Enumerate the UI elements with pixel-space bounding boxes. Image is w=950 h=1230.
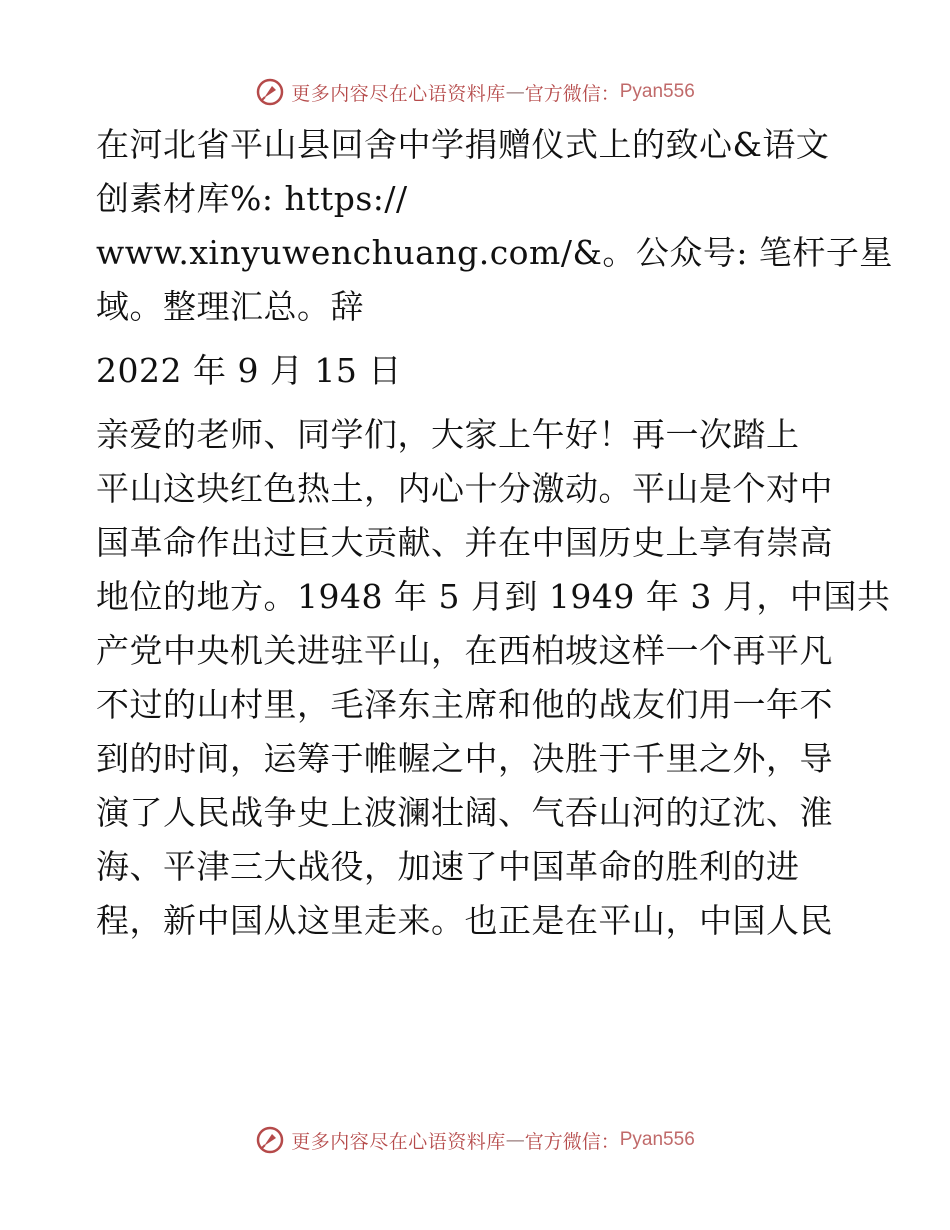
body-line: 演了人民战争史上波澜壮阔、气吞山河的辽沈、淮	[96, 793, 833, 832]
body-line: 平山这块红色热土，内心十分激动。平山是个对中	[96, 469, 833, 508]
document-content	[96, 118, 893, 948]
banner-separator: —	[505, 1129, 525, 1151]
header-line: 域。整理汇总。辞	[96, 287, 364, 326]
document-date: 2022 年 9 月 15 日	[96, 351, 402, 390]
bottom-banner	[0, 1120, 950, 1160]
body-line: 到的时间，运筹于帷幄之中，决胜于千里之外，导	[96, 739, 833, 778]
body-line: 不过的山村里，毛泽东主席和他的战友们用一年不	[96, 685, 833, 724]
body-line: 程，新中国从这里走来。也正是在平山，中国人民	[96, 901, 833, 940]
body-line: 地位的地方。1948 年 5 月到 1949 年 3 月，中国共	[96, 577, 891, 616]
body-line: 国革命作出过巨大贡献、并在中国历史上享有崇高	[96, 523, 833, 562]
header-line: 创素材库%: https://	[96, 179, 408, 218]
body-line: 亲爱的老师、同学们，大家上午好！再一次踏上	[96, 415, 800, 454]
banner-wechat-id: Pyan556	[619, 81, 695, 102]
banner-wechat-label: 官方微信：	[524, 1130, 620, 1153]
top-banner	[0, 72, 950, 112]
header-line: www.xinyuwenchuang.com/&。公众号: 笔杆子星	[96, 233, 893, 272]
pen-nib-circle-icon	[255, 77, 285, 107]
body-line: 产党中央机关进驻平山，在西柏坡这样一个再平凡	[96, 631, 833, 670]
header-line: 在河北省平山县回舍中学捐赠仪式上的致心&语文	[96, 125, 830, 164]
body-line: 海、平津三大战役，加速了中国革命的胜利的进	[96, 847, 800, 886]
banner-wechat-label: 官方微信：	[524, 82, 620, 105]
banner-text: 更多内容尽在心语资料库	[291, 1130, 506, 1153]
banner-text: 更多内容尽在心语资料库	[291, 82, 506, 105]
banner-wechat-id: Pyan556	[619, 1129, 695, 1150]
pen-nib-circle-icon	[255, 1125, 285, 1155]
banner-separator: —	[505, 81, 525, 103]
